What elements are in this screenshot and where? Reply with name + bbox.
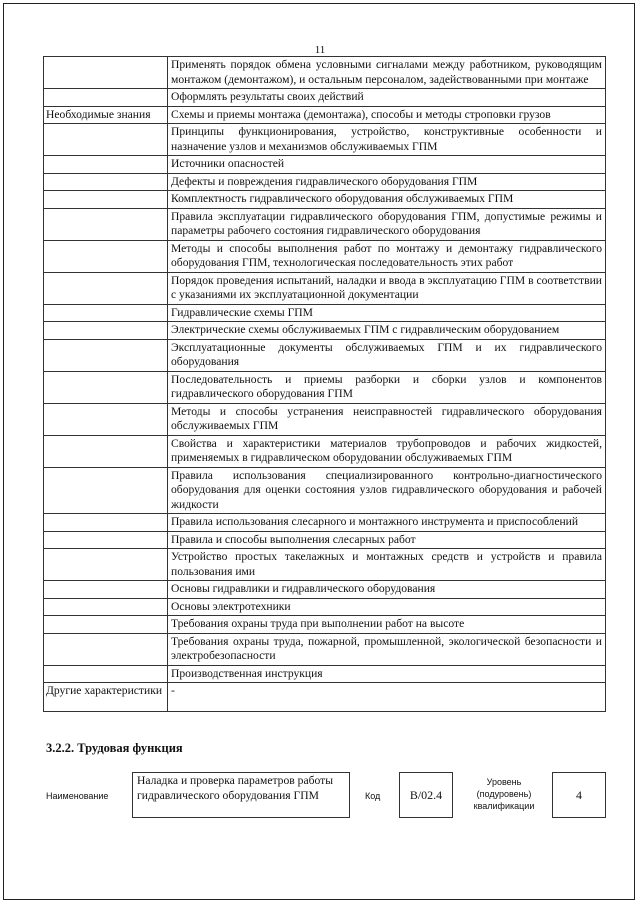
row-label (44, 633, 168, 665)
row-label: Необходимые знания (44, 106, 168, 124)
name-label: Наименование (46, 791, 109, 801)
row-text: Оформлять результаты своих действий (168, 89, 606, 107)
table-row (44, 665, 606, 683)
row-text: Основы гидравлики и гидравлического оборудования (168, 581, 606, 599)
table-row (44, 514, 606, 532)
row-label (44, 304, 168, 322)
row-label (44, 514, 168, 532)
table-row (44, 304, 606, 322)
table-row (44, 531, 606, 549)
code-value: B/02.4 (399, 772, 453, 818)
row-label (44, 191, 168, 209)
row-text: Последовательность и приемы разборки и сборки узлов и компонентов гидравлического оборудования ГПМ (168, 371, 606, 403)
row-text: Гидравлические схемы ГПМ (168, 304, 606, 322)
row-label (44, 89, 168, 107)
row-text: Применять порядок обмена условными сигналами между работником, руководящим монтажом (демонтажом), и остальным персоналом, задействованными при монтаже (168, 57, 606, 89)
row-label (44, 322, 168, 340)
level-label (464, 776, 544, 812)
row-text: Методы и способы устранения неисправностей гидравлического оборудования обслуживаемых ГПМ (168, 403, 606, 435)
row-text: Свойства и характеристики материалов трубопроводов и рабочих жидкостей, применяемых в гидравлическом оборудовании обслуживаемых ГПМ (168, 435, 606, 467)
row-text: Требования охраны труда, пожарной, промышленной, экологической безопасности и электробезопасности (168, 633, 606, 665)
level-label-line-1: Уровень (486, 777, 522, 787)
row-label (44, 57, 168, 89)
table-row (44, 156, 606, 174)
table-row (44, 598, 606, 616)
table-row (44, 616, 606, 634)
row-label: Другие характеристики (44, 683, 168, 712)
level-value: 4 (552, 772, 606, 818)
row-label (44, 403, 168, 435)
table-row (44, 191, 606, 209)
code-label: Код (365, 791, 381, 801)
table-row (44, 272, 606, 304)
row-text: Порядок проведения испытаний, наладки и ввода в эксплуатацию ГПМ в соответствии с указаниями их эксплуатационной документации (168, 272, 606, 304)
table-row (44, 106, 606, 124)
row-label (44, 339, 168, 371)
table-row (44, 581, 606, 599)
table-row (44, 435, 606, 467)
table-row (44, 124, 606, 156)
row-label (44, 173, 168, 191)
row-text: Производственная инструкция (168, 665, 606, 683)
row-text: Правила использования слесарного и монтажного инструмента и приспособлений (168, 514, 606, 532)
row-text: Правила эксплуатации гидравлического оборудования ГПМ, допустимые режимы и параметры рабочего состояния гидравлического оборудования (168, 208, 606, 240)
table-row (44, 549, 606, 581)
table-row (44, 322, 606, 340)
table-row (44, 240, 606, 272)
table-row (44, 633, 606, 665)
row-text: Устройство простых такелажных и монтажных средств и устройств и правила пользования ими (168, 549, 606, 581)
row-label (44, 435, 168, 467)
row-text: Методы и способы выполнения работ по монтажу и демонтажу гидравлического оборудования ГПМ, технологическая последовательность этих работ (168, 240, 606, 272)
table-row (44, 173, 606, 191)
row-label (44, 549, 168, 581)
table-row (44, 371, 606, 403)
name-value: Наладка и проверка параметров работы гидравлического оборудования ГПМ (132, 772, 350, 818)
row-text: Принципы функционирования, устройство, конструктивные особенности и назначение узлов и механизмов обслуживаемых ГПМ (168, 124, 606, 156)
row-label (44, 208, 168, 240)
table-row (44, 339, 606, 371)
table-row (44, 208, 606, 240)
row-label (44, 581, 168, 599)
level-label-line-3: квалификации (473, 801, 535, 811)
row-text: Правила и способы выполнения слесарных работ (168, 531, 606, 549)
row-text: Комплектность гидравлического оборудования обслуживаемых ГПМ (168, 191, 606, 209)
row-text: Схемы и приемы монтажа (демонтажа), способы и методы строповки грузов (168, 106, 606, 124)
table-row (44, 403, 606, 435)
row-text: Требования охраны труда при выполнении работ на высоте (168, 616, 606, 634)
row-label (44, 598, 168, 616)
row-label (44, 467, 168, 514)
row-label (44, 665, 168, 683)
table-row (44, 57, 606, 89)
level-label-line-2: (подуровень) (476, 789, 532, 799)
row-text: Правила использования специализированного контрольно-диагностического оборудования для оценки состояния узлов гидравлического оборудования и рабочей жидкости (168, 467, 606, 514)
row-label (44, 531, 168, 549)
row-label (44, 616, 168, 634)
table-row (44, 467, 606, 514)
row-text: Электрические схемы обслуживаемых ГПМ с гидравлическим оборудованием (168, 322, 606, 340)
row-text: Дефекты и повреждения гидравлического оборудования ГПМ (168, 173, 606, 191)
row-text: Источники опасностей (168, 156, 606, 174)
row-label (44, 272, 168, 304)
row-label (44, 371, 168, 403)
row-label (44, 240, 168, 272)
table-row (44, 683, 606, 712)
table-row (44, 89, 606, 107)
row-text: Основы электротехники (168, 598, 606, 616)
row-label (44, 124, 168, 156)
page-number: 11 (314, 44, 326, 56)
row-text: Эксплуатационные документы обслуживаемых ГПМ и их гидравлического оборудования (168, 339, 606, 371)
section-title: 3.2.2. Трудовая функция (46, 741, 183, 755)
row-label (44, 156, 168, 174)
requirements-table (43, 56, 606, 712)
row-text: - (168, 683, 606, 712)
